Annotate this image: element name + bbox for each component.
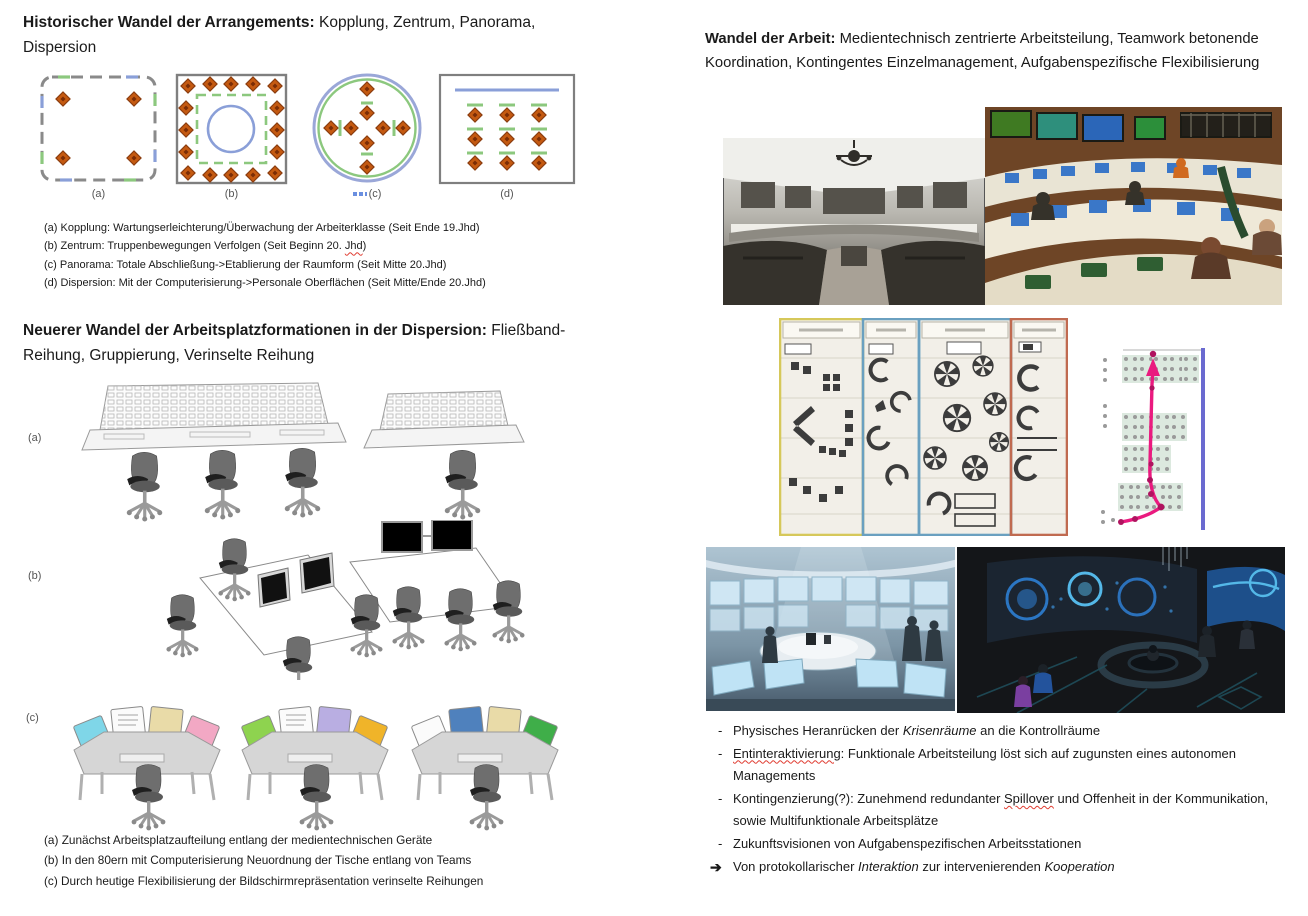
diagram-captions (44, 219, 614, 293)
bullet-dash: - (718, 835, 723, 851)
photo-historic-control-room (723, 138, 985, 305)
bullet-text-zukunftsvisionen: Zukunftsvisionen von Aufgabenspezifischen Arbeitsstationen (733, 835, 1082, 851)
diagram-label-a: (a) (91, 188, 106, 200)
photo-future-control-room-light (706, 547, 955, 711)
caption-panorama: (c) Panorama: Totale Abschließung->Etablierung der Raumform (Seit Mitte 20.Jhd) (44, 258, 447, 271)
caption-zentrum: (b) Zentrum: Truppenbewegungen Verfolgen (Seit Beginn 20. Jhd) (44, 240, 367, 253)
diagram-kopplung (36, 72, 161, 186)
left-heading-dispersion (23, 318, 601, 368)
image-floorplan-map (779, 318, 1068, 536)
misspelled-word: Jhd (344, 240, 363, 253)
blue-squiggle (353, 192, 367, 196)
diagram-label-b: (b) (224, 188, 239, 200)
chart-right-rule (1201, 348, 1205, 530)
caption-verinselt: (c) Durch heutige Flexibilisierung der Bildschirmrepräsentation verinselte Reihungen (44, 873, 484, 888)
photo-future-control-room-dark (957, 547, 1285, 713)
illustration-team-tables (130, 520, 530, 680)
right-heading-bold: Wandel der Arbeit: (705, 31, 836, 47)
caption-kopplung: (a) Kopplung: Wartungserleichterung/Überwachung der Arbeiterklasse (Seit Ende 19.Jhd) (44, 222, 480, 234)
bullet-item (706, 833, 1298, 856)
diagram-zentrum (174, 72, 289, 186)
caption-gruppierung: (b) In den 80ern mit Computerisierung Neuordnung der Tische entlang von Teams (44, 853, 472, 868)
left-heading2-bold: Neuerer Wandel der Arbeitsplatzformationen in der Dispersion: (23, 322, 487, 339)
illustration-island-desks (60, 682, 560, 832)
bullet-item-arrow (706, 856, 1298, 879)
illustration-console-row (80, 378, 530, 530)
bullet-text-krisenraeume: Physisches Heranrücken der Krisenräume an die Kontrollräume (733, 723, 1101, 738)
caption-dispersion: (d) Dispersion: Mit der Computerisierung->Personale Oberflächen (Seit Mitte/Ende 20.Jhd) (44, 277, 486, 290)
diagram-label-d: (d) (500, 188, 514, 200)
bullet-item (706, 720, 1298, 743)
bullet-dash: - (718, 745, 723, 761)
bullet-text-entinteraktivierung: Entinteraktivierung: Funktionale Arbeitsteilung löst sich auf zugunsten eines autonomen Managements (733, 745, 1236, 784)
left-heading-arrangements (23, 10, 601, 60)
figure-captions (44, 830, 614, 891)
bullet-list (706, 720, 1298, 878)
bullet-item (706, 743, 1298, 788)
bullet-text-kontingenzierung: Kontingenzierung(?): Zunehmend redundanter Spillover und Offenheit in der Kommunikation, sowie Multifunktionale Arbeitsplätze (733, 790, 1269, 829)
image-movement-chart (1093, 344, 1218, 534)
diagram-label-c: (c) (309, 188, 425, 200)
misspelled-word: Spillover (1004, 790, 1054, 806)
small-console (364, 391, 524, 448)
bullet-item (706, 788, 1298, 833)
photo-mission-control-room (985, 107, 1282, 305)
right-heading-arbeit (705, 28, 1287, 75)
figure-label-b: (b) (28, 570, 42, 582)
diagram-dispersion (437, 72, 577, 186)
right-heading-rest: Medientechnisch zentrierte Arbeitsteilung, Teamwork betonende Koordination, Kontingentes Einzelmanagement, Aufgabenspezifische Flexibilisierung (705, 31, 1260, 71)
bullet-text-kooperation: Von protokollarischer Interaktion zur intervenierenden Kooperation (733, 858, 1115, 874)
column-headers (783, 322, 1064, 338)
figure-label-a: (a) (28, 432, 42, 444)
diagram-panorama (309, 72, 425, 186)
left-heading2-rest: Fließband-Reihung, Gruppierung, Verinselte Reihung (23, 322, 566, 364)
bullet-dash: - (718, 723, 723, 738)
figure-label-c: (c) (26, 712, 39, 724)
left-heading-bold: Historischer Wandel der Arrangements: (23, 14, 315, 31)
arrow-right-icon: ➔ (710, 858, 722, 875)
caption-fliessband: (a) Zunächst Arbeitsplatzaufteilung entlang der medientechnischen Geräte (44, 833, 433, 847)
left-heading-rest: Kopplung, Zentrum, Panorama, Dispersion (23, 14, 536, 56)
bullet-dash: - (718, 790, 723, 806)
long-console (82, 383, 346, 450)
misspelled-word: Entinteraktivierung (733, 745, 841, 761)
